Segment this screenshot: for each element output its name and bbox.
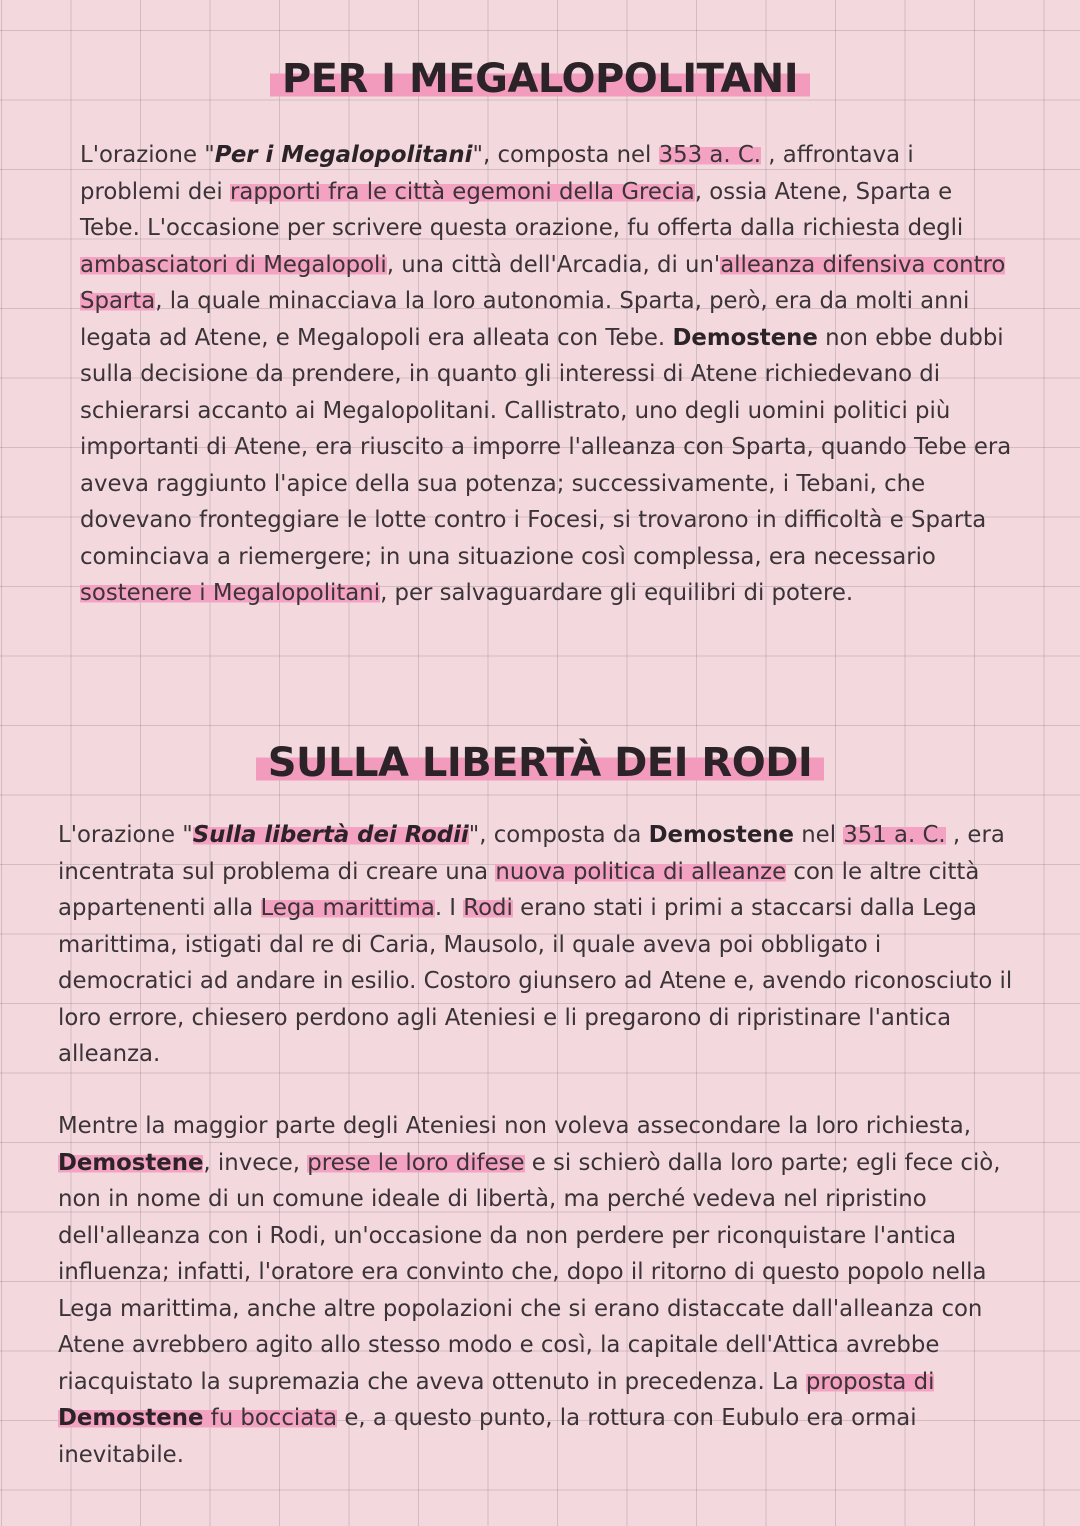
text-segment: e si schierò dalla loro parte; egli fece ciò, non in nome di un comune ideale di libertà, ma perché vedeva nel ripristino dell'alleanza con i Rodi, un'occasione da non perdere per riconquistare l'antica influenza; infatti, l'oratore era convinto che, dopo il ritorno di questo popolo nella Lega marittima, anche altre popolazioni che si erano distaccate dall'alleanza con Atene avrebbero agito allo stesso modo e così, la capitale dell'Attica avrebbe riacquistato la supremazia che aveva ottenuto in precedenza. La [58, 1149, 1001, 1395]
title-highlight: PER I MEGALOPOLITANI [270, 56, 810, 102]
highlight-phrase: Rodi [463, 895, 513, 921]
text-segment: e, a questo punto, la rottura con Eubulo era ormai inevitabile. [58, 1405, 917, 1468]
highlight-date: 351 a. C. [843, 822, 946, 848]
highlight-phrase: alleanza difensiva contro Sparta [80, 251, 1006, 314]
text-segment: . I [434, 895, 464, 921]
bold-name: Demostene [672, 324, 818, 351]
text-segment: L'orazione " [80, 142, 215, 168]
text-segment: ", composta nel [472, 142, 659, 168]
text-segment: erano stati i primi a staccarsi dalla Lega marittima, istigati dal re di Caria, Mausolo, il quale aveva poi obbligato i democratici ad andare in esilio. Costoro giunsero ad Atene e, avendo riconosciuto il loro errore, chiesero perdono agli Ateniesi e li pregarono di ripristinare l'antica alleanza. [58, 895, 1013, 1067]
text-segment: con le altre città appartenenti alla [58, 858, 980, 921]
work-title: Per i Megalopolitani [214, 142, 473, 168]
work-title: Sulla libertà dei Rodii [192, 822, 469, 848]
text-segment: non ebbe dubbi sulla decisione da prendere, in quanto gli interessi di Atene richiedevano di schierarsi accanto ai Megalopolitani. Callistrato, uno degli uomini politici più importanti di Atene, era riuscito a imporre l'alleanza con Sparta, quando Tebe era aveva raggiunto l'apice della sua potenza; successivamente, i Tebani, che dovevano fronteggiare le lotte contro i Focesi, si trovarono in difficoltà e Sparta cominciava a riemergere; in una situazione così complessa, era necessario [80, 324, 1012, 570]
text-segment: Mentre la maggior parte degli Ateniesi non voleva assecondare la loro richiesta, [58, 1113, 971, 1139]
paragraph-rodi-2 [58, 1108, 1018, 1473]
text-segment: L'orazione " [58, 822, 193, 848]
highlight-phrase: fu bocciata [203, 1405, 338, 1431]
highlight-phrase: sostenere i Megalopolitani [80, 580, 381, 606]
text-segment: ", composta da [468, 822, 649, 848]
paragraph-megalopolitani [80, 137, 1015, 612]
highlight-date: 353 a. C. [658, 142, 762, 168]
text-segment: , invece, [203, 1149, 308, 1176]
section-title-megalopolitani [0, 56, 1080, 102]
highlight-phrase: proposta di [805, 1368, 935, 1395]
text-segment: , la quale minacciava la loro autonomia. Sparta, però, era da molti anni legata ad Atene, e Megalopoli era alleata con Tebe. [80, 288, 970, 351]
section-title-rodi [0, 740, 1080, 786]
highlight-phrase: prese le loro difese [307, 1149, 525, 1176]
text-segment: , ossia Atene, Sparta e Tebe. L'occasione per scrivere questa orazione, fu offerta dalla richiesta degli [80, 178, 964, 241]
title-highlight: SULLA LIBERTÀ DEI RODI [256, 740, 825, 786]
text-segment: , era incentrata sul problema di creare una [58, 822, 1005, 885]
highlight-phrase: ambasciatori di Megalopoli [80, 251, 387, 278]
bold-name: Demostene [58, 1149, 204, 1176]
text-segment: nel [793, 822, 844, 848]
bold-name: Demostene [58, 1405, 204, 1431]
highlight-phrase: rapporti fra le città egemoni della Grecia [229, 178, 695, 205]
text-segment: , per salvaguardare gli equilibri di potere. [380, 580, 854, 606]
bold-name: Demostene [648, 822, 794, 848]
highlight-phrase: Lega marittima [260, 895, 435, 921]
text-segment: , affrontava i problemi dei [80, 142, 914, 205]
text-segment: , una città dell'Arcadia, di un' [386, 251, 721, 278]
highlight-phrase: nuova politica di alleanze [495, 858, 787, 885]
paragraph-rodi-1 [58, 817, 1018, 1073]
